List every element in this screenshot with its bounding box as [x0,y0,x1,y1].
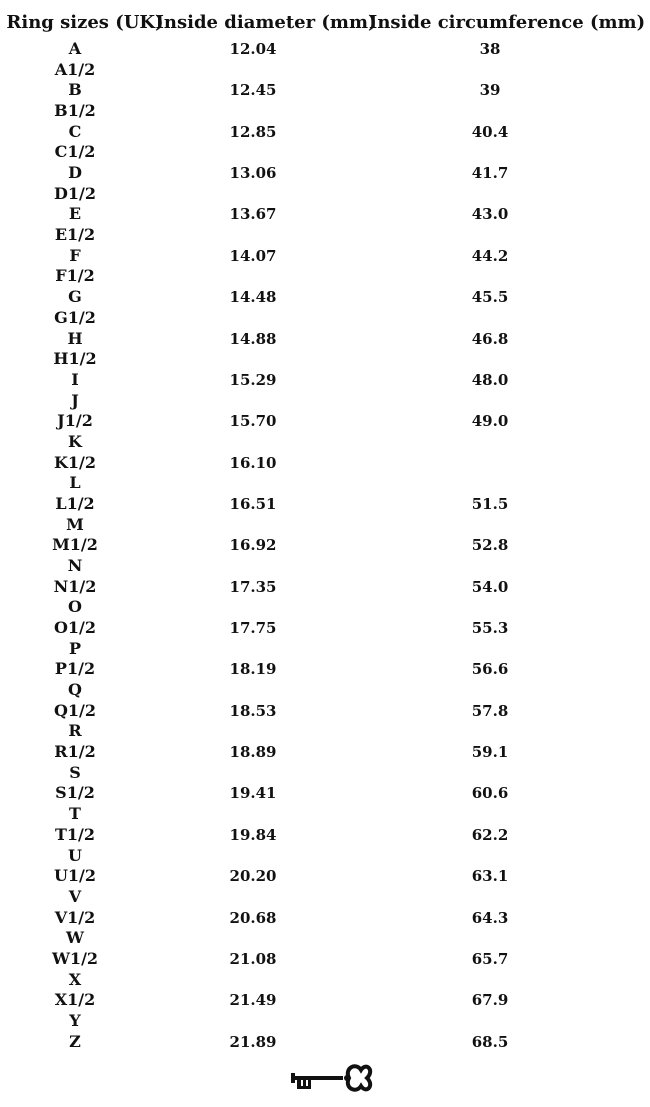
ring-size-cell: P [68,638,82,658]
table-row [0,371,650,392]
ring-size-cell: C1/2 [54,142,96,162]
inside-circumference-cell: 49.0 [471,412,509,431]
table-row [0,847,650,868]
table-row [0,40,650,61]
inside-diameter-cell: 18.19 [229,660,277,679]
inside-circumference-cell: 57.8 [471,701,509,720]
table-row [0,164,650,185]
table-row [0,412,650,433]
ring-size-cell: X [68,969,82,989]
ring-size-cell: R [68,721,82,741]
ring-size-cell: J1/2 [57,411,93,431]
inside-diameter-cell: 12.04 [229,40,277,58]
table-row [0,991,650,1012]
table-row [0,392,650,413]
ring-size-cell: G [68,287,82,307]
table-row [0,805,650,826]
inside-diameter-cell: 16.92 [229,536,277,555]
inside-diameter-cell: 16.10 [229,453,277,472]
ring-size-cell: N [67,556,83,575]
ring-size-cell: M1/2 [52,535,98,555]
inside-diameter-cell: 13.06 [229,164,277,183]
inside-diameter-cell: 12.45 [229,81,277,100]
table-row [0,185,650,206]
ring-size-cell: Q [68,680,82,700]
table-row [0,578,650,599]
table-row [0,61,650,82]
table-row [0,143,650,164]
inside-circumference-cell: 65.7 [471,949,509,968]
ring-size-cell: L [69,473,81,493]
table-row [0,474,650,495]
table-row [0,330,650,351]
ring-size-cell: S1/2 [55,783,95,803]
table-row [0,660,650,681]
ring-size-cell: Z [69,1031,81,1051]
table-row [0,764,650,785]
ring-size-cell: Q1/2 [53,700,97,720]
ring-size-cell: P1/2 [54,659,96,679]
inside-diameter-cell: 21.08 [229,949,277,968]
inside-diameter-cell: 19.84 [229,825,277,844]
ring-size-cell: T [69,804,81,824]
ring-size-cell: B1/2 [54,101,96,121]
inside-circumference-cell: 63.1 [471,867,509,886]
ring-size-cell: K [68,431,82,451]
inside-circumference-cell: 54.0 [471,577,509,596]
table-row [0,247,650,268]
inside-circumference-cell: 67.9 [471,991,509,1010]
table-row [0,536,650,557]
table-row [0,557,650,578]
table-row [0,743,650,764]
inside-circumference-cell: 41.7 [471,164,509,183]
inside-circumference-cell: 60.6 [471,784,509,803]
ring-size-cell: W [66,928,84,948]
table-row [0,433,650,454]
ring-size-cell: Y [69,1010,81,1030]
header-inside-circumference: Inside circumference (mm) [368,12,646,33]
heart-key-icon [289,1058,373,1100]
ring-size-cell: E [68,204,82,224]
inside-diameter-cell: 19.41 [229,784,277,803]
inside-diameter-cell: 18.89 [229,743,277,762]
ring-size-cell: D1/2 [54,183,96,203]
inside-circumference-cell: 39 [479,81,501,100]
table-row [0,702,650,723]
ring-size-cell: O1/2 [53,618,97,638]
ring-size-cell: N1/2 [53,576,97,596]
ring-size-cell: V [68,886,82,906]
ring-size-cell: G1/2 [54,307,96,327]
ring-size-cell: H [67,328,83,348]
table-row [0,102,650,123]
table-row [0,205,650,226]
ring-size-cell: A1/2 [54,59,96,79]
ring-size-cell: K1/2 [53,452,97,472]
inside-diameter-cell: 14.88 [229,329,277,348]
table-row [0,1012,650,1033]
table-row [0,495,650,516]
header-inside-diameter: Inside diameter (mm) [155,12,377,33]
inside-circumference-cell: 52.8 [471,536,509,555]
table-row [0,909,650,930]
ring-size-cell: O [68,597,82,617]
ring-size-cell: S [69,762,81,782]
inside-circumference-cell: 56.6 [471,660,509,679]
inside-circumference-cell: 55.3 [471,619,509,638]
table-row [0,784,650,805]
header-ring-sizes: Ring sizes (UK) [6,12,164,33]
inside-diameter-cell: 17.35 [229,577,277,596]
ring-size-cell: X1/2 [54,990,96,1010]
ring-size-cell: T1/2 [54,824,96,844]
ring-size-cell: D [68,163,82,183]
table-row [0,454,650,475]
table-row [0,123,650,144]
inside-circumference-cell: 68.5 [471,1032,509,1051]
ring-size-cell: F [69,245,81,265]
table-row [0,516,650,537]
ring-size-cell: U1/2 [53,866,97,886]
inside-diameter-cell: 20.68 [229,908,277,927]
inside-circumference-cell: 38 [479,40,501,58]
inside-diameter-cell: 14.07 [229,246,277,265]
inside-diameter-cell: 12.85 [229,122,277,141]
inside-circumference-cell: 62.2 [471,825,509,844]
ring-size-cell: A [68,39,82,58]
table-header [0,12,650,38]
table-row [0,81,650,102]
table-row [0,929,650,950]
table-row [0,598,650,619]
ring-size-cell: I [71,369,79,389]
ring-size-cell: F1/2 [55,266,95,286]
ring-size-cell: H1/2 [53,349,97,369]
ring-size-cell: L1/2 [55,493,95,513]
table-row [0,867,650,888]
inside-circumference-cell: 44.2 [471,246,509,265]
inside-diameter-cell: 15.29 [229,370,277,389]
ring-size-cell: J [71,390,79,410]
table-row [0,722,650,743]
inside-circumference-cell: 48.0 [471,370,509,389]
inside-circumference-cell: 59.1 [471,743,509,762]
inside-diameter-cell: 20.20 [229,867,277,886]
table-row [0,619,650,640]
table-row [0,888,650,909]
table-row [0,267,650,288]
table-row [0,681,650,702]
inside-circumference-cell: 51.5 [471,494,509,513]
table-row [0,971,650,992]
table-row [0,309,650,330]
table-row [0,350,650,371]
inside-diameter-cell: 16.51 [229,494,277,513]
inside-circumference-cell: 45.5 [471,288,509,307]
inside-circumference-cell: 46.8 [471,329,509,348]
inside-diameter-cell: 15.70 [229,412,277,431]
table-row [0,288,650,309]
inside-diameter-cell: 14.48 [229,288,277,307]
table-row [0,226,650,247]
ring-size-cell: U [68,845,82,865]
ring-size-cell: M [66,514,84,534]
ring-size-cell: V1/2 [54,907,96,927]
inside-circumference-cell: 43.0 [471,205,509,224]
inside-circumference-cell: 40.4 [471,122,509,141]
table-row [0,640,650,661]
table-row [0,950,650,971]
inside-diameter-cell: 17.75 [229,619,277,638]
ring-size-cell: C [68,121,82,141]
inside-circumference-cell: 64.3 [471,908,509,927]
ring-size-cell: W1/2 [51,948,99,968]
table-row [0,1033,650,1054]
ring-size-cell: E1/2 [54,225,96,245]
inside-diameter-cell: 13.67 [229,205,277,224]
table-row [0,826,650,847]
inside-diameter-cell: 21.89 [229,1032,277,1051]
inside-diameter-cell: 18.53 [229,701,277,720]
ring-size-cell: B [68,80,82,100]
inside-diameter-cell: 21.49 [229,991,277,1010]
ring-size-cell: R1/2 [54,742,96,762]
